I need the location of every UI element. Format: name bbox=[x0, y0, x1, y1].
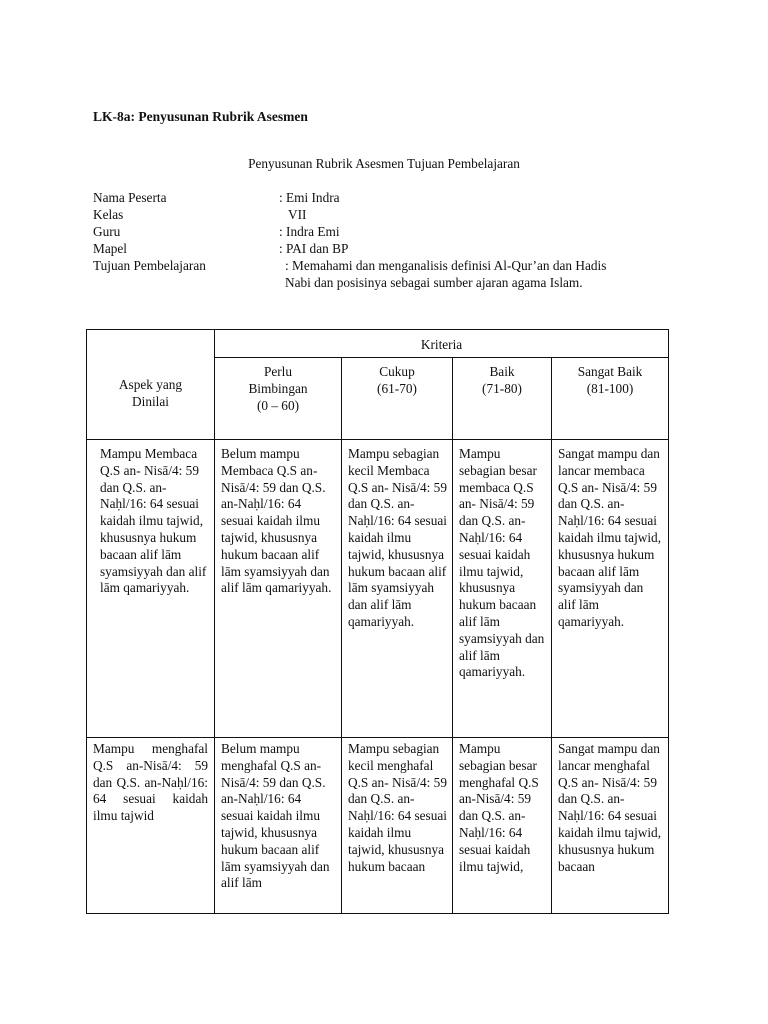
aspek-text: Mampu Membaca Q.S an- Nisā/4: 59 dan Q.S. an-Naḥl/16: 64 sesuai kaidah ilmu tajwid, khususnya hukum bacaan alif lām syamsiyyah dan alif lām qamariyyah. bbox=[100, 446, 207, 596]
criteria-text: Belum mampu Membaca Q.S an-Nisā/4: 59 dan Q.S. an-Naḥl/16: 64 sesuai kaidah ilmu tajwid, khususnya hukum bacaan alif lām syamsiyyah dan alif lām qamariyyah. bbox=[221, 446, 332, 596]
nama-label: Nama Peserta bbox=[93, 190, 167, 205]
kelas-label: Kelas bbox=[93, 207, 124, 222]
criteria-cell-cukup bbox=[342, 440, 453, 738]
category-header-baik bbox=[453, 358, 552, 440]
tujuan-value-line1: : Memahami dan menganalisis definisi Al-Qur’an dan Hadis bbox=[285, 258, 607, 273]
criteria-text: Belum mampu menghafal Q.S an- Nisā/4: 59 dan Q.S. an-Naḥl/16: 64 sesuai kaidah ilmu tajwid, khususnya hukum bacaan alif lām syamsiyyah dan alif lām bbox=[221, 741, 330, 891]
guru-value: : Indra Emi bbox=[279, 224, 340, 239]
criteria-text: Mampu sebagian kecil Membaca Q.S an- Nisā/4: 59 dan Q.S. an-Naḥl/16: 64 sesuai kaidah ilmu tajwid, khususnya hukum bacaan alif lām syamsiyyah dan alif lām qamariyyah. bbox=[348, 446, 447, 629]
tujuan-label: Tujuan Pembelajaran bbox=[93, 258, 206, 273]
criteria-cell-perlu-bimbingan bbox=[215, 440, 342, 738]
rubric-table bbox=[86, 329, 669, 914]
table-row bbox=[87, 738, 669, 914]
criteria-cell-perlu-bimbingan bbox=[215, 738, 342, 914]
document-title: LK-8a: Penyusunan Rubrik Asesmen bbox=[93, 109, 308, 124]
category-header-sangat-baik bbox=[552, 358, 669, 440]
category-range: (0 – 60) bbox=[256, 397, 300, 413]
criteria-cell-sangat-baik bbox=[552, 440, 669, 738]
category-header-cukup bbox=[342, 358, 453, 440]
aspek-header-cell bbox=[87, 330, 215, 440]
criteria-cell-baik bbox=[453, 440, 552, 738]
criteria-text: Sangat mampu dan lancar membaca Q.S an- Nisā/4: 59 dan Q.S. an-Naḥl/16: 64 sesuai kaidah ilmu tajwid, khususnya hukum bacaan alif lām syamsiyyah dan alif lām qamariyyah. bbox=[558, 446, 662, 629]
category-header-perlu-bimbingan bbox=[215, 358, 342, 440]
criteria-text: Mampu sebagian kecil menghafal Q.S an- Nisā/4: 59 dan Q.S. an-Naḥl/16: 64 sesuai kaidah ilmu tajwid, khususnya hukum bacaan bbox=[348, 741, 447, 874]
aspek-header: Aspek yang Dinilai bbox=[118, 376, 183, 409]
mapel-label: Mapel bbox=[93, 241, 127, 256]
tujuan-value bbox=[285, 258, 665, 292]
category-name: Perlu Bimbingan bbox=[248, 364, 308, 396]
category-range: (81-100) bbox=[586, 380, 634, 396]
criteria-text: Mampu sebagian besar membaca Q.S an- Nisā/4: 59 dan Q.S. an-Naḥl/16: 64 sesuai kaidah ilmu tajwid, khususnya hukum bacaan alif lām syamsiyyah dan alif lām qamariyyah. bbox=[459, 446, 545, 680]
table-row bbox=[87, 440, 669, 738]
criteria-cell-sangat-baik bbox=[552, 738, 669, 914]
criteria-cell-baik bbox=[453, 738, 552, 914]
criteria-text: Mampu sebagian besar menghafal Q.S an-Nisā/4: 59 dan Q.S. an-Naḥl/16: 64 sesuai kaidah ilmu tajwid, bbox=[459, 741, 539, 874]
nama-value: : Emi Indra bbox=[279, 190, 340, 205]
aspek-cell bbox=[87, 738, 215, 914]
kriteria-header: Kriteria bbox=[420, 337, 463, 353]
kelas-value: VII bbox=[288, 207, 307, 222]
aspek-cell bbox=[87, 440, 215, 738]
category-name: Sangat Baik bbox=[577, 364, 643, 379]
document-subtitle: Penyusunan Rubrik Asesmen Tujuan Pembelajaran bbox=[248, 156, 520, 171]
category-name: Baik bbox=[489, 364, 515, 379]
tujuan-value-line2: Nabi dan posisinya sebagai sumber ajaran agama Islam. bbox=[285, 274, 583, 290]
kriteria-header-cell bbox=[215, 330, 669, 358]
category-range: (61-70) bbox=[377, 380, 417, 396]
mapel-value: : PAI dan BP bbox=[279, 241, 349, 256]
category-range: (71-80) bbox=[482, 380, 522, 396]
header-row-1 bbox=[87, 330, 669, 358]
aspek-text: Mampu menghafal Q.S an-Nisā/4: 59 dan Q.S. an-Naḥl/16: 64 sesuai kaidah ilmu tajwid bbox=[93, 741, 208, 824]
criteria-text: Sangat mampu dan lancar menghafal Q.S an- Nisā/4: 59 dan Q.S. an-Naḥl/16: 64 sesuai kaidah ilmu tajwid, khususnya hukum bacaan bbox=[558, 741, 662, 874]
guru-label: Guru bbox=[93, 224, 121, 239]
criteria-cell-cukup bbox=[342, 738, 453, 914]
category-name: Cukup bbox=[379, 364, 415, 379]
